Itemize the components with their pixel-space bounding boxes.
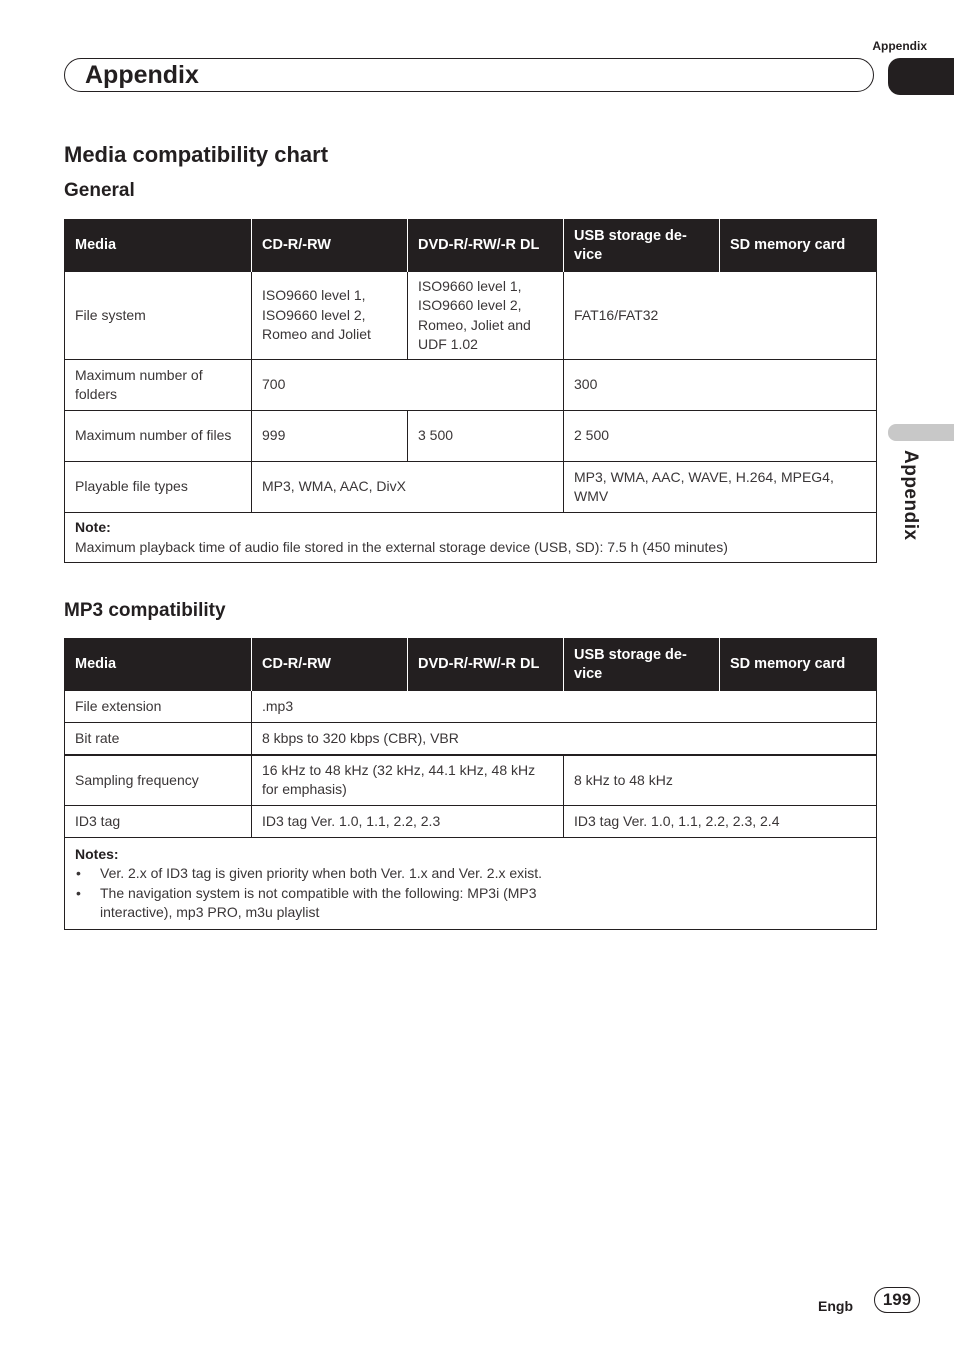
table-row	[65, 411, 877, 462]
table-cell: ISO9660 level 1, ISO9660 level 2, Romeo, Joliet and UDF 1.02	[408, 272, 564, 360]
table-cell: 2 500	[564, 411, 877, 462]
side-tab-marker	[888, 424, 954, 441]
header-cell: USB storage de-vice	[564, 220, 720, 272]
table-row	[65, 723, 877, 755]
table-cell: 8 kHz to 48 kHz	[564, 755, 877, 806]
notes-row	[65, 838, 877, 930]
table-cell: MP3, WMA, AAC, WAVE, H.264, MPEG4, WMV	[564, 462, 877, 513]
footer-language-code: Engb	[818, 1298, 853, 1314]
banner-title: Appendix	[85, 61, 199, 89]
general-table	[64, 219, 877, 563]
table-row	[65, 272, 877, 360]
table-row	[65, 691, 877, 723]
table-row	[65, 755, 877, 806]
notes-cell	[65, 838, 877, 930]
row-label: File system	[65, 272, 252, 360]
table-cell: ISO9660 level 1, ISO9660 level 2, Romeo and Joliet	[252, 272, 408, 360]
table-header-row	[65, 220, 877, 272]
header-cell: Media	[65, 639, 252, 691]
table-cell: MP3, WMA, AAC, DivX	[252, 462, 564, 513]
table-header-row	[65, 639, 877, 691]
table-cell: 8 kbps to 320 kbps (CBR), VBR	[252, 723, 877, 755]
table-cell: ID3 tag Ver. 1.0, 1.1, 2.2, 2.3	[252, 806, 564, 838]
table-cell: ID3 tag Ver. 1.0, 1.1, 2.2, 2.3, 2.4	[564, 806, 877, 838]
list-item: • Ver. 2.x of ID3 tag is given priority when both Ver. 1.x and Ver. 2.x exist.	[75, 864, 866, 884]
row-label: Maximum number of files	[65, 411, 252, 462]
note-title: Note:	[75, 519, 111, 535]
general-heading: General	[64, 180, 135, 201]
row-label: ID3 tag	[65, 806, 252, 838]
table-row	[65, 462, 877, 513]
table-row	[65, 360, 877, 411]
running-head: Appendix	[872, 39, 927, 53]
note-cell	[65, 513, 877, 563]
banner-tab-block	[888, 58, 954, 95]
table-cell: 3 500	[408, 411, 564, 462]
page-number: 199	[874, 1287, 920, 1313]
section-banner	[64, 58, 874, 92]
table-cell: 999	[252, 411, 408, 462]
mp3-heading: MP3 compatibility	[64, 600, 226, 621]
header-cell: USB storage de-vice	[564, 639, 720, 691]
row-label: Bit rate	[65, 723, 252, 755]
header-cell: CD-R/-RW	[252, 220, 408, 272]
header-cell: SD memory card	[720, 639, 877, 691]
notes-list	[75, 864, 866, 923]
page-title: Media compatibility chart	[64, 142, 329, 167]
notes-title: Notes:	[75, 845, 119, 862]
row-label: Playable file types	[65, 462, 252, 513]
list-item: • The navigation system is not compatible with the following: MP3i (MP3 interactive), mp3 PRO, m3u playlist	[75, 884, 540, 923]
table-cell: 16 kHz to 48 kHz (32 kHz, 44.1 kHz, 48 kHz for emphasis)	[252, 755, 564, 806]
header-cell: SD memory card	[720, 220, 877, 272]
note-row	[65, 513, 877, 563]
table-cell: FAT16/FAT32	[564, 272, 877, 360]
table-row	[65, 806, 877, 838]
row-label: Sampling frequency	[65, 755, 252, 806]
table-cell: 700	[252, 360, 564, 411]
header-cell: Media	[65, 220, 252, 272]
mp3-table	[64, 638, 877, 930]
table-cell: 300	[564, 360, 877, 411]
row-label: File extension	[65, 691, 252, 723]
side-section-label: Appendix	[900, 450, 921, 541]
header-cell: DVD-R/-RW/-R DL	[408, 220, 564, 272]
row-label: Maximum number of folders	[65, 360, 252, 411]
table-cell: .mp3	[252, 691, 877, 723]
header-cell: DVD-R/-RW/-R DL	[408, 639, 564, 691]
header-cell: CD-R/-RW	[252, 639, 408, 691]
note-text: Maximum playback time of audio file stored in the external storage device (USB, SD): 7.5 h (450 minutes)	[75, 538, 728, 555]
